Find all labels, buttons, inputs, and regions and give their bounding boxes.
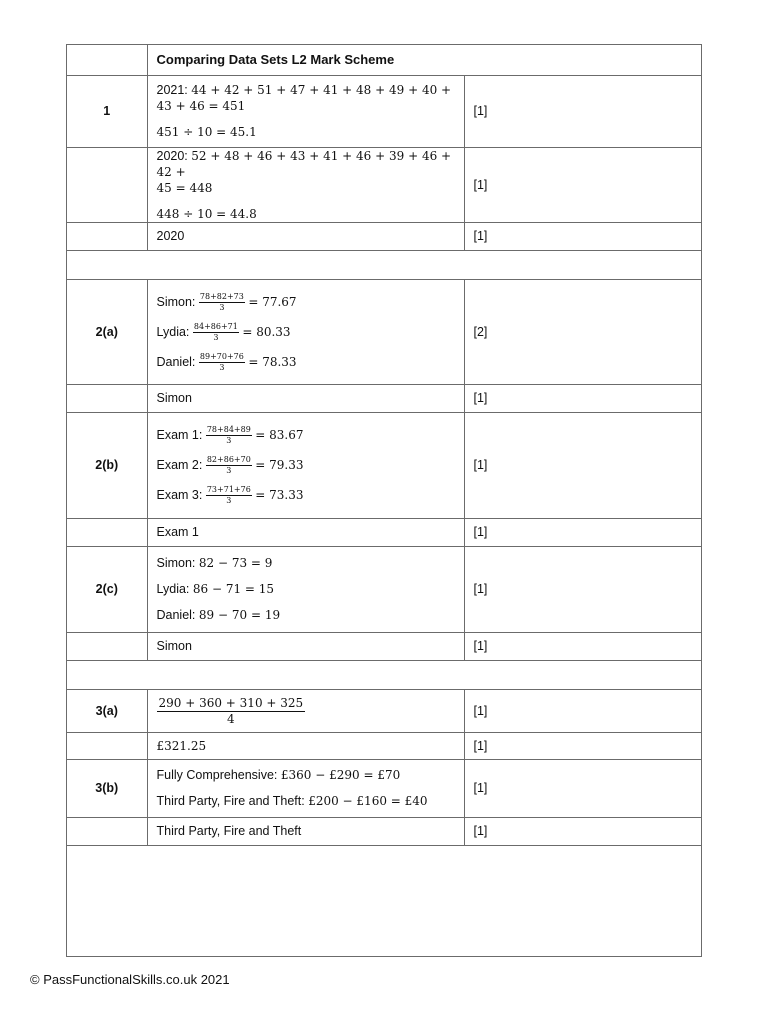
mark-cell: [1] (464, 732, 701, 759)
denominator: 3 (226, 466, 232, 476)
answer-cell: 2020 (147, 222, 464, 250)
policy-label: Third Party, Fire and Theft: (156, 794, 305, 808)
spacer-row (67, 660, 701, 689)
result: = 77.67 (248, 294, 297, 309)
numerator: 78+82+73 (199, 291, 244, 301)
result: = 78.33 (248, 354, 297, 369)
question-number: 2(c) (67, 546, 147, 632)
answer-cell: £321.25 (147, 732, 464, 759)
table-row (67, 518, 701, 546)
question-number: 3(b) (67, 759, 147, 817)
spacer-row (67, 250, 701, 279)
working-cell (147, 147, 464, 222)
mark-cell: [1] (464, 759, 701, 817)
result: = 80.33 (242, 324, 291, 339)
fraction (199, 353, 245, 372)
denominator: 3 (213, 332, 219, 342)
exam-label: Exam 3: (156, 488, 203, 502)
page-title: Comparing Data Sets L2 Mark Scheme (147, 45, 701, 75)
mark-cell: [1] (464, 384, 701, 412)
name-label: Daniel: (156, 608, 196, 622)
exam-label: Exam 2: (156, 458, 203, 472)
name-label: Lydia: (156, 582, 190, 596)
answer-cell: Simon (147, 384, 464, 412)
name-label: Daniel: (156, 354, 196, 369)
mark-scheme-table (67, 45, 702, 846)
working-cell (147, 412, 464, 518)
working-cell (147, 546, 464, 632)
table-row (67, 689, 701, 732)
table-row (67, 759, 701, 817)
fraction (199, 293, 245, 312)
sum-line: 45 = 448 (156, 180, 213, 195)
question-number: 1 (67, 75, 147, 147)
numerator: 82+86+70 (206, 455, 251, 465)
table-row (67, 222, 701, 250)
year-label: 2020: (156, 148, 188, 163)
result: = 73.33 (255, 488, 304, 502)
mark-cell: [1] (464, 222, 701, 250)
calculation: £200 − £160 = £40 (308, 794, 428, 808)
numerator: 78+84+89 (206, 425, 251, 435)
result: = 83.67 (255, 428, 304, 442)
division-line: 451 ÷ 10 = 45.1 (156, 125, 257, 139)
name-label: Simon: (156, 294, 196, 309)
table-row (67, 632, 701, 660)
calculation: 86 − 71 = 15 (192, 582, 275, 596)
question-number: 2(b) (67, 412, 147, 518)
table-row (67, 279, 701, 384)
mark-cell: [1] (464, 75, 701, 147)
calculation: £360 − £290 = £70 (280, 768, 401, 782)
table-row (67, 817, 701, 845)
mark-cell: [1] (464, 518, 701, 546)
denominator: 3 (226, 496, 232, 506)
denominator: 3 (219, 362, 225, 372)
mark-cell: [1] (464, 632, 701, 660)
denominator: 4 (227, 712, 235, 726)
working-cell (147, 75, 464, 147)
calculation: 82 − 73 = 9 (198, 556, 273, 570)
table-row (67, 546, 701, 632)
mark-cell: [1] (464, 689, 701, 732)
fraction (157, 696, 306, 725)
calculation: 89 − 70 = 19 (198, 608, 281, 622)
mark-cell: [1] (464, 546, 701, 632)
working-cell (147, 689, 464, 732)
mark-cell: [2] (464, 279, 701, 384)
mark-scheme-sheet (66, 44, 702, 957)
table-row (67, 412, 701, 518)
mark-cell: [1] (464, 412, 701, 518)
fraction (193, 323, 239, 342)
numerator: 290 + 360 + 310 + 325 (158, 696, 304, 710)
name-label: Simon: (156, 556, 196, 570)
table-row (67, 75, 701, 147)
mark-cell: [1] (464, 147, 701, 222)
fraction (206, 426, 252, 445)
name-label: Lydia: (156, 324, 190, 339)
numerator: 73+71+76 (206, 485, 251, 495)
numerator: 84+86+71 (193, 321, 238, 331)
numerator: 89+70+76 (199, 351, 244, 361)
sum-line: 44 + 42 + 51 + 47 + 41 + 48 + 49 + 40 + (191, 83, 452, 97)
exam-label: Exam 1: (156, 428, 203, 442)
answer-cell: Simon (147, 632, 464, 660)
question-number: 3(a) (67, 689, 147, 732)
table-row (67, 732, 701, 759)
question-number: 2(a) (67, 279, 147, 384)
answer-cell: Third Party, Fire and Theft (147, 817, 464, 845)
copyright-footer: © PassFunctionalSkills.co.uk 2021 (30, 972, 230, 987)
sum-line: 43 + 46 = 451 (156, 99, 246, 113)
fraction (206, 456, 252, 475)
result: = 79.33 (255, 458, 304, 472)
sum-line: 52 + 48 + 46 + 43 + 41 + 46 + 39 + 46 + 42 + (156, 148, 452, 179)
denominator: 3 (219, 302, 225, 312)
year-label: 2021: (156, 83, 188, 97)
table-row (67, 147, 701, 222)
answer-cell: Exam 1 (147, 518, 464, 546)
division-line: 448 ÷ 10 = 44.8 (156, 206, 257, 221)
working-cell (147, 279, 464, 384)
working-cell (147, 759, 464, 817)
policy-label: Fully Comprehensive: (156, 768, 278, 782)
mark-cell: [1] (464, 817, 701, 845)
table-row (67, 384, 701, 412)
title-row (67, 45, 701, 75)
fraction (206, 486, 252, 505)
denominator: 3 (226, 436, 232, 446)
